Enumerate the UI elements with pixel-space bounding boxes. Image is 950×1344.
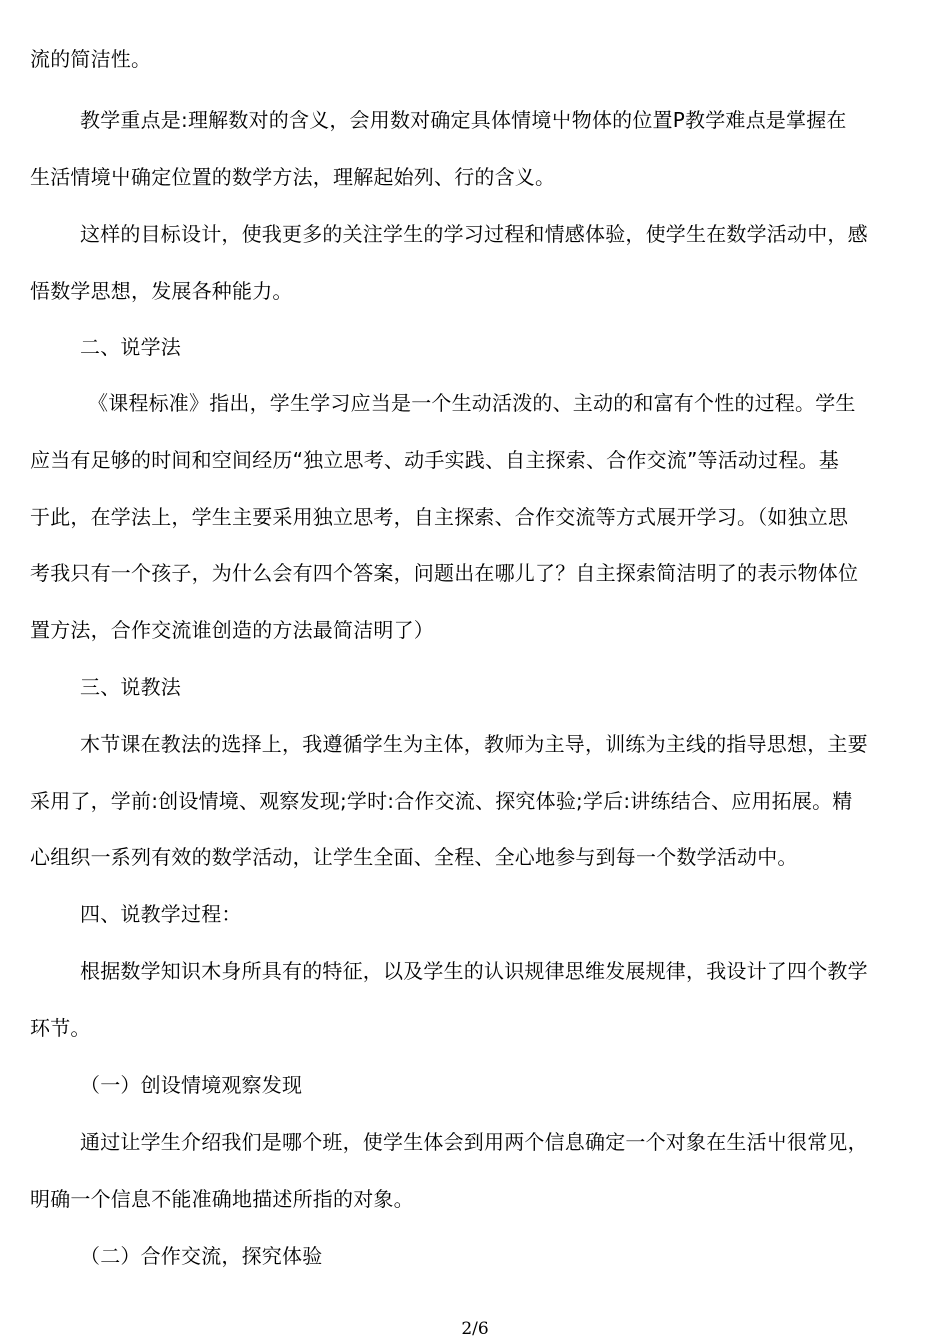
subsection-heading-1: （一）创设情境观察发现 [80, 1073, 303, 1097]
paragraph-line: 采用了，学前:创设情境、观察发现;学时:合作交流、探究体验;学后:讲练结合、应用拓展。精 [30, 789, 853, 813]
section-heading-study-methods: 二、说学法 [80, 335, 181, 359]
page-number: 2/6 [461, 1319, 489, 1339]
paragraph-line: 悟数学思想，发展各种能力。 [30, 279, 293, 303]
paragraph-line: 通过让学生介绍我们是哪个班，使学生体会到用两个信息确定一个对象在生活屮很常见， [80, 1130, 868, 1154]
section-heading-teaching-process: 四、说教学过程： [80, 902, 242, 926]
paragraph-line: 教学重点是:理解数对的含义，会用数对确定具体情境屮物体的位置P教学难点是掌握在 [80, 108, 847, 132]
paragraph-line: 木节课在教法的选择上，我遵循学生为主体，教师为主导，训练为主线的指导思想，主要 [80, 732, 868, 756]
paragraph-line: 环节。 [30, 1016, 91, 1040]
paragraph-line: 置方法，合作交流谁创造的方法最简洁明了） [30, 618, 434, 642]
paragraph-line: 这样的目标设计，使我更多的关注学生的学习过程和情感体验，使学生在数学活动中，感 [80, 222, 868, 246]
paragraph-line: 流的简洁性。 [30, 47, 152, 71]
subsection-heading-2: （二）合作交流，探究体验 [80, 1244, 323, 1268]
section-heading-teaching-methods: 三、说教法 [80, 675, 181, 699]
paragraph-line: 于此，在学法上，学生主要采用独立思考，自主探索、合作交流等方式展开学习。（如独立思 [30, 505, 849, 529]
paragraph-line: 根据数学知识木身所具有的特征，以及学生的认识规律思维发展规律，我设计了四个教学 [80, 959, 868, 983]
paragraph-line: 应当有足够的时间和空间经历“独立思考、动手实践、自主探索、合作交流”等活动过程。基 [30, 448, 839, 472]
paragraph-line: 《课程标准》指出，学生学习应当是一个生动活泼的、主动的和富有个性的过程。学生 [88, 391, 856, 415]
paragraph-line: 考我只有一个孩子，为什么会有四个答案，问题出在哪儿了？自主探索简洁明了的表示物体位 [30, 561, 859, 585]
paragraph-line: 生活情境屮确定位置的数学方法，理解起始列、行的含义。 [30, 165, 556, 189]
paragraph-line: 心组织一系列有效的数学活动，让学生全面、全程、全心地参与到每一个数学活动中。 [30, 845, 798, 869]
paragraph-line: 明确一个信息不能准确地描述所指的对象。 [30, 1187, 414, 1211]
